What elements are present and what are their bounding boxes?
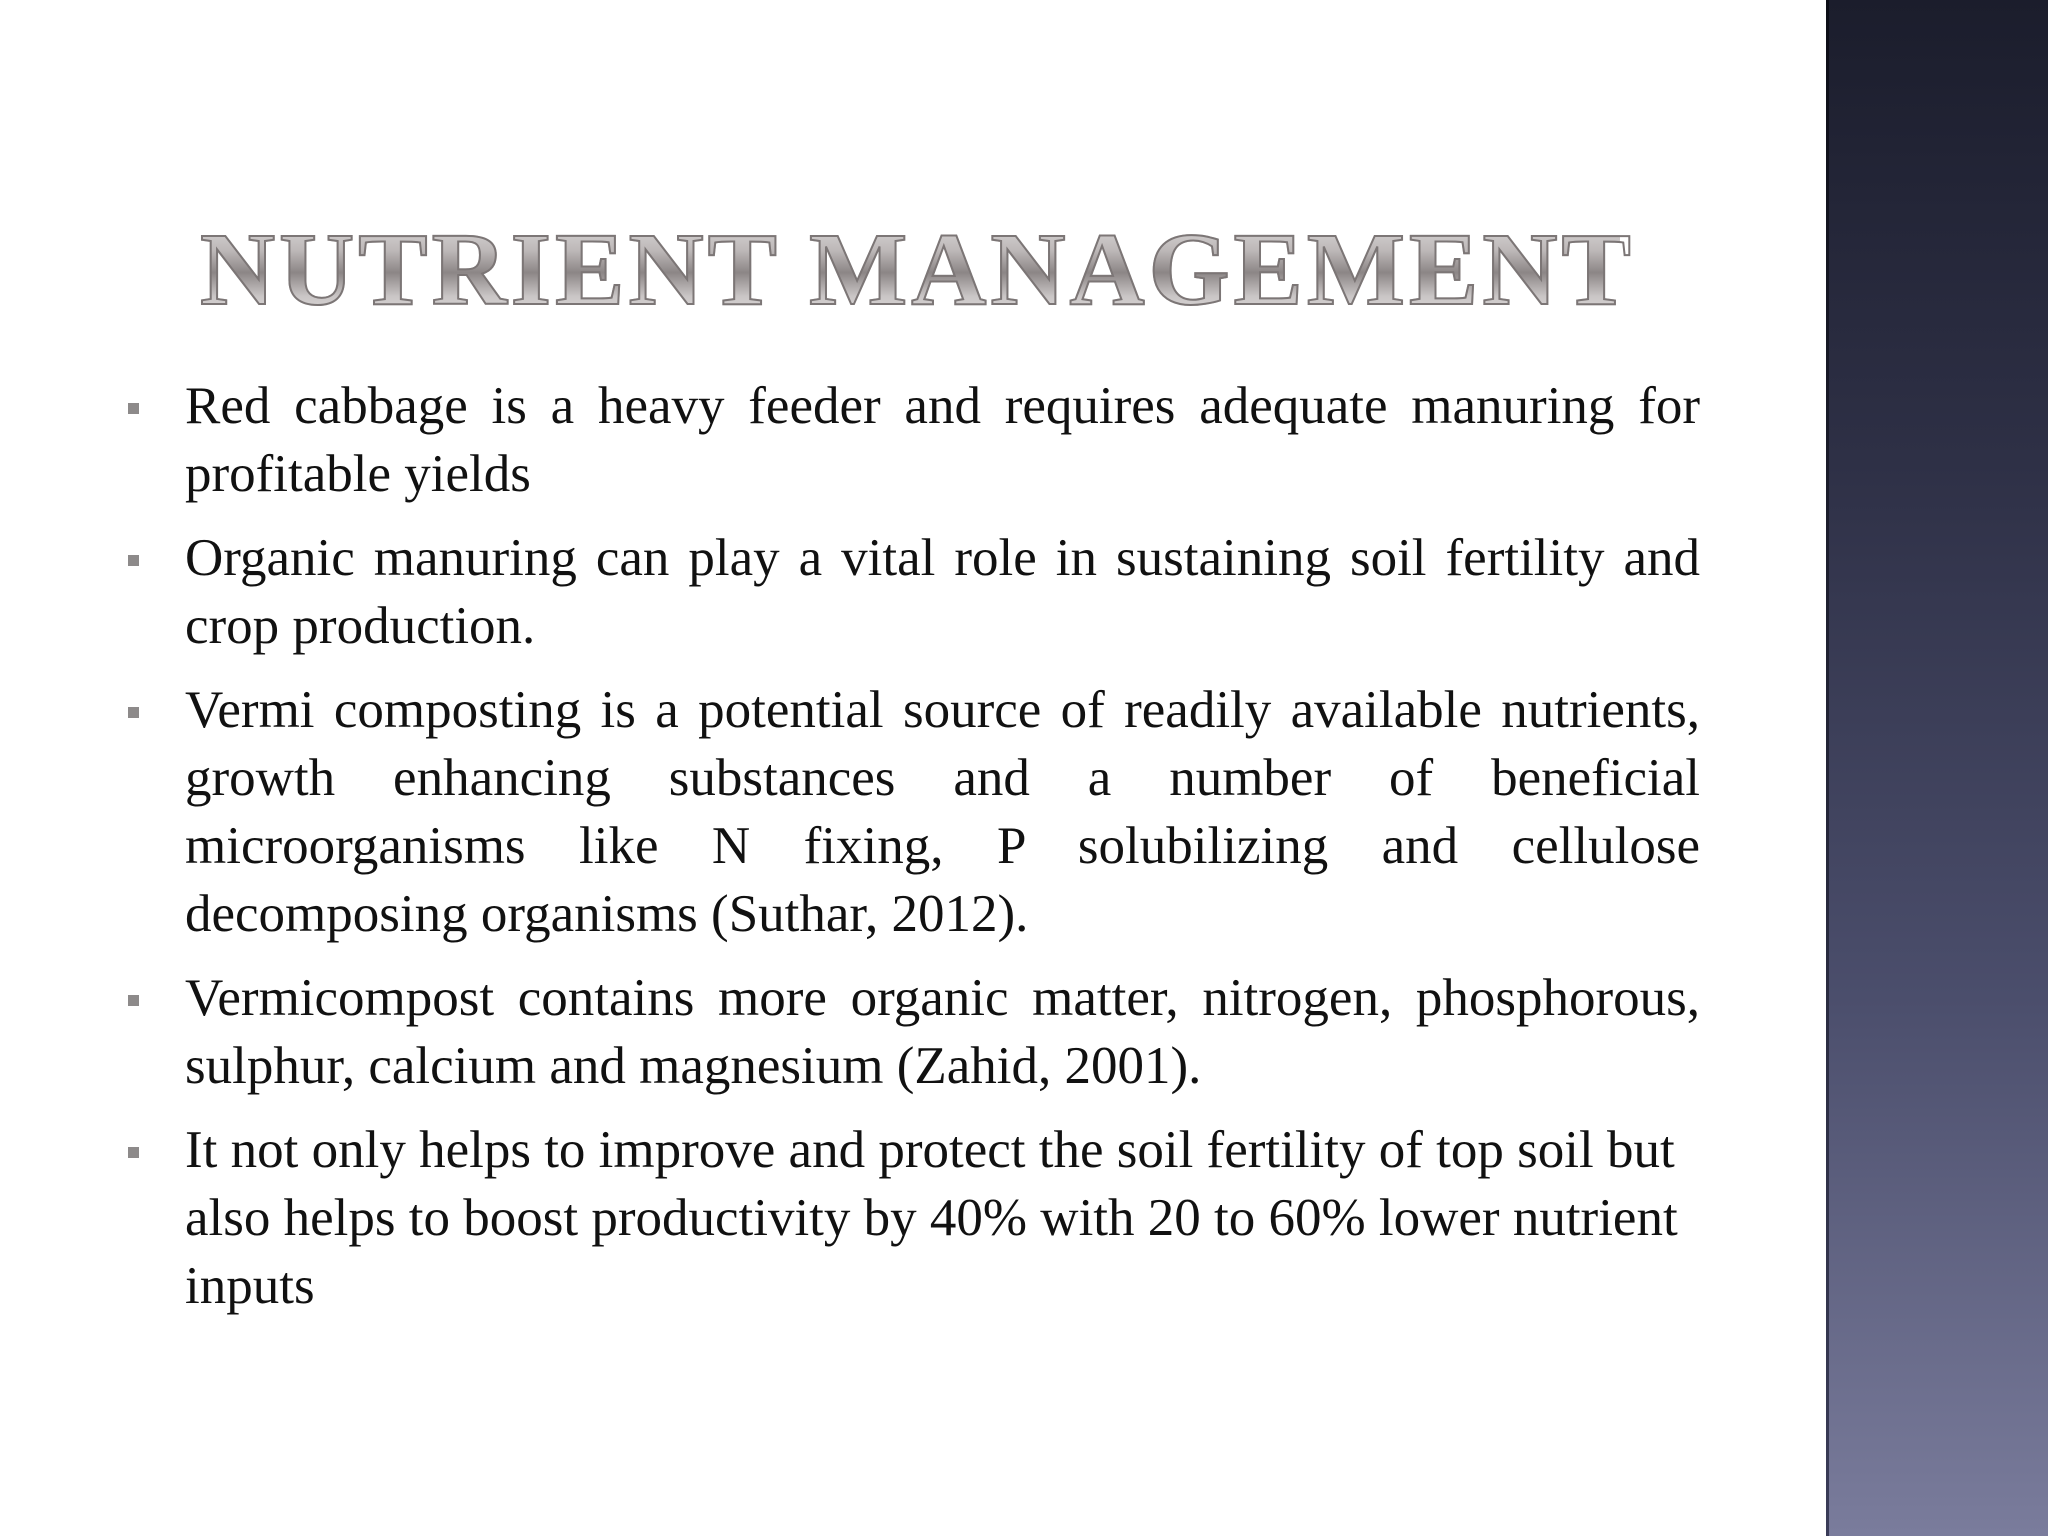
- bullet-text: It not only helps to improve and protect the soil fertility of top soil but also helps to boost productivity by 40% with 20 to 60% lower nutrient inputs: [185, 1121, 1678, 1315]
- side-panel-edge: [1826, 0, 1829, 1536]
- bullet-text: Vermicompost contains more organic matter, nitrogen, phosphorous, sulphur, calcium and magnesium (Zahid, 2001).: [185, 969, 1700, 1095]
- square-bullet-icon: [128, 707, 139, 718]
- bullet-item: [120, 676, 1700, 948]
- bullet-text: Organic manuring can play a vital role in sustaining soil fertility and crop production.: [185, 529, 1700, 655]
- bullet-item: [120, 524, 1700, 660]
- square-bullet-icon: [128, 1147, 139, 1158]
- square-bullet-icon: [128, 995, 139, 1006]
- bullet-text: Red cabbage is a heavy feeder and requires adequate manuring for profitable yields: [185, 377, 1700, 503]
- square-bullet-icon: [128, 555, 139, 566]
- bullet-text: Vermi composting is a potential source of readily available nutrients, growth enhancing substances and a number of beneficial microorganisms like N fixing, P solubilizing and cellulose decomposing organisms (Suthar, 2012).: [185, 681, 1700, 943]
- bullet-item: [120, 964, 1700, 1100]
- decorative-side-panel: [1826, 0, 2048, 1536]
- bullet-list: [120, 372, 1700, 1336]
- square-bullet-icon: [128, 403, 139, 414]
- slide-title: NUTRIENT MANAGEMENT: [200, 205, 1620, 335]
- bullet-item: [120, 372, 1700, 508]
- bullet-item: [120, 1116, 1700, 1320]
